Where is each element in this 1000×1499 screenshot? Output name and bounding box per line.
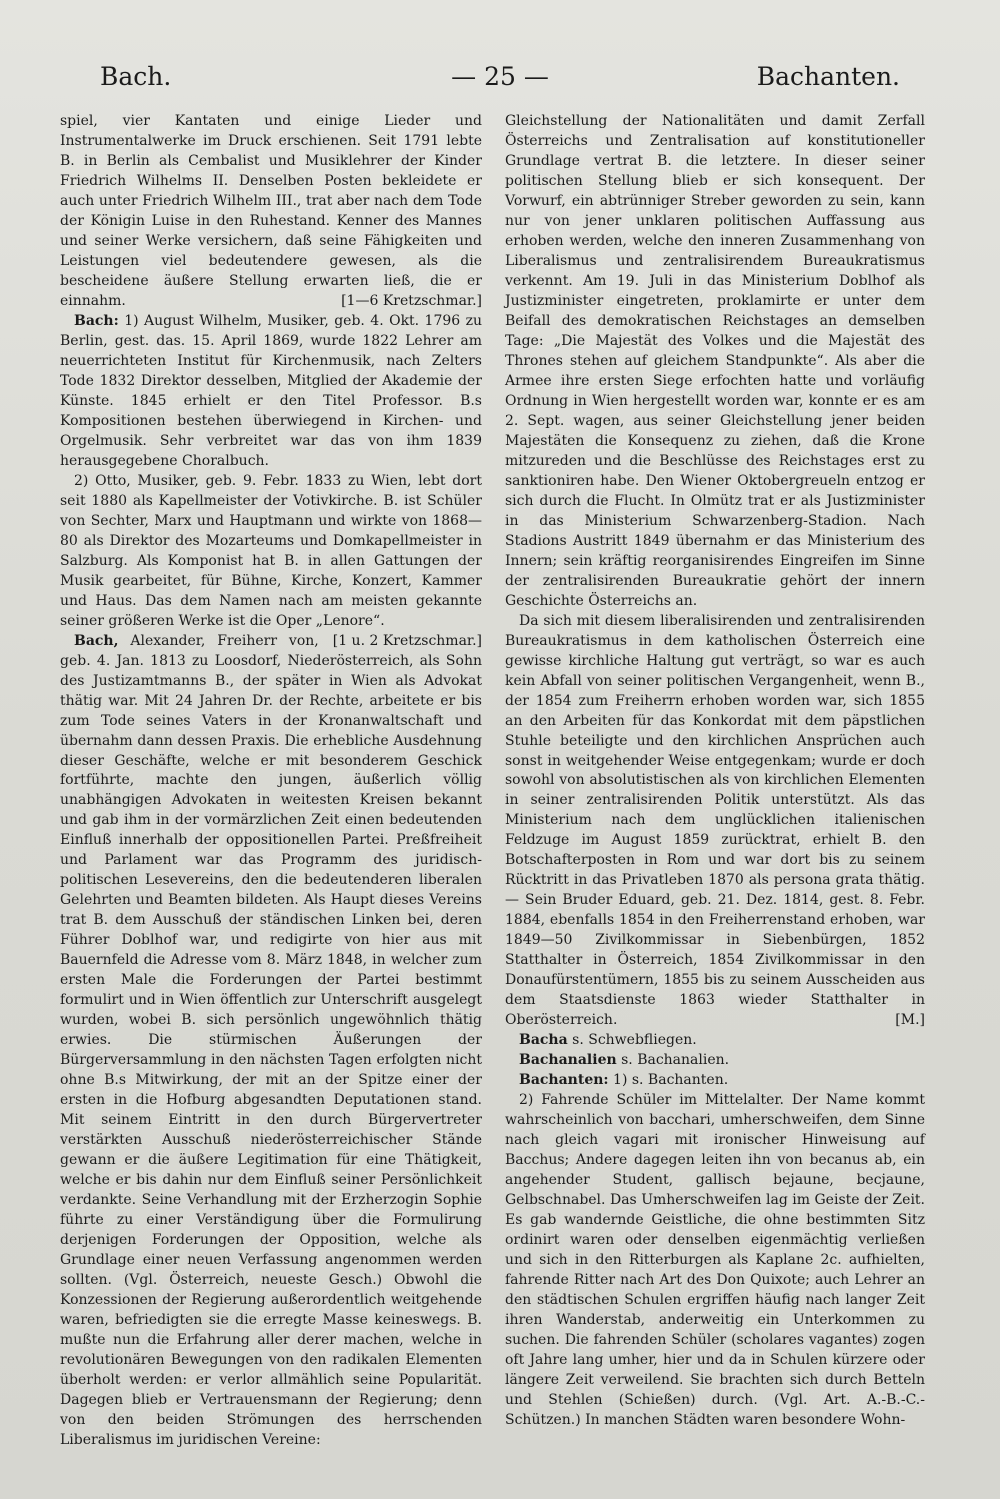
header-left-keyword: Bach. <box>100 62 172 91</box>
header-right-keyword: Bachanten. <box>756 62 900 91</box>
author-signature: [M.] <box>895 1012 925 1029</box>
author-signature: [1 u. 2 Kretzschmar.] <box>332 632 482 649</box>
entry-paragraph: Bacha s. Schwebfliegen. <box>519 1032 697 1049</box>
entry-paragraph: 2) Fahrende Schüler im Mittelalter. Der Name kommt wahrscheinlich von bacchari, umherschweifen, dem Sinne nach gleich vagari mit ironischer Hinweisung auf Bacchus; Andere dagegen leiten ihn von becanus ab, ein angehender Student, gallisch bejaune, becjaune, Gelbschnabel. Das Umherschweifen lag im Geiste der Zeit. Es gab wandernde Geistliche, die ohne bestimmten Sitz ordinirt waren oder denselben eigenmächtig verließen und sich in den Ritterburgen als Kaplane 2c. aufhielten, fahrende Ritter nach Art des Don Quixote; auch Lehrer an den städtischen Schulen ergriffen häufig nach langer Zeit ihren Wanderstab, anderweitig ein Unterkommen zu suchen. Die fahrenden Schüler (scholares vagantes) zogen oft Jahre lang umher, hier und da in Schulen kürzere oder längere Zeit verweilend. Sie brachten sich durch Betteln und Stehlen (Schießen) durch. (Vgl. Art. A.-B.-C.-Schützen.) In manchen Städten waren besondere Wohn- <box>505 1092 925 1428</box>
entry-headword: Bach, <box>74 632 119 649</box>
entry-headword: Bach: <box>74 312 119 329</box>
entry-paragraph: Gleichstellung der Nationalitäten und damit Zerfall Österreichs und Zentralisation auf konstitutioneller Grundlage vertrat B. die letztere. In dieser seiner politischen Stellung blieb er sich konsequent. Der Vorwurf, ein abtrünniger Streber geworden zu sein, kann nur von jener unklaren politischen Auffassung aus erhoben werden, welche den inneren Zusammenhang von Liberalismus und zentralisirendem Bureaukratismus verkennt. Am 19. Juli in das Ministerium Doblhof als Justizminister eingetreten, proklamirte er unter dem Beifall des demokratischen Reichstages an demselben Tage: „Die Majestät des Volkes und die Majestät des Thrones stehen auf gleichem Standpunkte“. Als aber die Armee ihre ersten Siege erfochten hatte und vorläufig Ordnung in Wien hergestellt worden war, konnte er es am 2. Sept. wagen, aus seiner Gleichstellung jener beiden Majestäten die Konsequenz zu ziehen, daß die Krone mitzureden und die Beschlüsse des Reichstages erst zu sanktioniren habe. Den Wiener Oktobergreueln entzog er sich durch die Flucht. In Olmütz trat er als Justizminister in das Ministerium Schwarzenberg-Stadion. Nach Stadions Austritt 1849 übernahm er das Ministerium des Innern; sein kräftig reorganisirendes Eingreifen im Sinne der zentralisirenden Bureaukratie gehört der innern Geschichte Österreichs an. <box>505 113 925 609</box>
entry-paragraph: Bach, Alexander, Freiherr von, geb. 4. Jan. 1813 zu Loosdorf, Niederösterreich, als Sohn des Justizamtmanns B., der später in Wien als Advokat thätig war. Mit 24 Jahren Dr. der Rechte, arbeitete er bis zum Tode seines Vaters in der Kronanwaltschaft und übernahm dann dessen Praxis. Die erhebliche Ausdehnung dieser Geschäfte, welche er mit besonderem Geschick fortführte, machte den jungen, äußerlich völlig unabhängigen Advokaten in weitesten Kreisen bekannt und gab ihm in der vormärzlichen Zeit einen bedeutenden Einfluß innerhalb der oppositionellen Partei. Preßfreiheit und Parlament war das Programm des juridisch-politischen Lesevereins, den die bedeutenderen liberalen Gelehrten und Beamten bildeten. Als Haupt dieses Vereins trat B. dem Ausschuß der ständischen Linken bei, deren Führer Doblhof war, und redigirte von hier aus mit Bauernfeld die Adresse vom 8. März 1848, in welcher zum ersten Male die Forderungen der Partei bestimmt formulirt und in Wien öffentlich zur Unterschrift ausgelegt wurden, wobei B. sich persönlich ungewöhnlich thätig erwies. Die stürmischen Äußerungen der Bürgerversammlung in den nächsten Tagen erfolgten nicht ohne B.s Mitwirkung, der mit an der Spitze einer der ersten in die Hofburg abgesandten Deputationen stand. Mit seinem Eintritt in den durch Bürgervertreter verstärkten Ausschuß niederösterreichischer Stände gewann er die äußere Legitimation für eine Thätigkeit, welche er bis dahin nur dem Einfluß seiner Persönlichkeit verdankte. Seine Verhandlung mit der Erzherzogin Sophie führte zu einer Verständigung über die Formulirung derjenigen Forderungen der Opposition, welche als Grundlage einer neuen Verfassung angenommen werden sollten. (Vgl. Österreich, neueste Gesch.) Obwohl die Konzessionen der Regierung außerordentlich weitgehende waren, befriedigten sie die erregte Masse keineswegs. B. mußte nun die Erfahrung aller derer machen, welche in revolutionären Bewegungen von den radikalen Elementen überholt werden: er verlor allmählich seine Popularität. Dagegen blieb er Vertrauensmann der Regierung; denn von den beiden Strömungen des herrschenden Liberalismus im juridischen Vereine: <box>60 632 482 1448</box>
entry-headword: Bachanten: <box>519 1072 609 1089</box>
right-column <box>505 112 925 1431</box>
page-header <box>60 62 940 102</box>
left-column <box>60 112 482 1451</box>
entry-paragraph: 2) Otto, Musiker, geb. 9. Febr. 1833 zu Wien, lebt dort seit 1880 als Kapellmeister der Votivkirche. B. ist Schüler von Sechter, Marx und Hauptmann und wirkte von 1868—80 als Direktor des Mozarteums und Domkapellmeister in Salzburg. Als Komponist hat B. in allen Gattungen der Musik gearbeitet, für Bühne, Kirche, Konzert, Kammer und Haus. Das dem Namen nach am meisten gekannte seiner größeren Werke ist die Oper „Lenore“. [1 u. 2 Kretzschmar.] <box>60 472 482 632</box>
entry-paragraph: Bach: 1) August Wilhelm, Musiker, geb. 4. Okt. 1796 zu Berlin, gest. das. 15. April 1869, wurde 1822 Lehrer am neuerrichteten Institut für Kirchenmusik, nach Zelters Tode 1832 Direktor desselben, Mitglied der Akademie der Künste. 1845 erhielt er den Titel Professor. B.s Kompositionen bestehen überwiegend in Kirchen- und Orgelmusik. Sehr verbreitet war das von ihm 1839 herausgegebene Choralbuch. <box>60 312 483 469</box>
entry-headword: Bachanalien <box>519 1052 617 1069</box>
entry-paragraph: Da sich mit diesem liberalisirenden und zentralisirenden Bureaukratismus in dem katholischen Österreich eine gewisse kirchliche Haltung gut verträgt, so war es auch kein Abfall von seiner politischen Vergangenheit, wenn B., der 1854 zum Freiherrn erhoben worden war, sich 1855 an den Arbeiten für das Konkordat mit dem päpstlichen Stuhle beteiligte und den kirchlichen Ansprüchen auch sonst in weitgehender Weise entgegenkam; wurde er doch sowohl von absolutistischen als von kirchlichen Elementen in seiner zentralisirenden Politik unterstützt. Als das Ministerium nach dem unglücklichen italienischen Feldzuge im August 1859 zurücktrat, erhielt B. den Botschafterposten in Rom und war dort bis zu seinem Rücktritt in das Privatleben 1870 als persona grata thätig. — Sein Bruder Eduard, geb. 21. Dez. 1814, gest. 8. Febr. 1884, ebenfalls 1854 in den Freiherrenstand erhoben, war 1849—50 Zivilkommissar in Siebenbürgen, 1852 Statthalter in Österreich, 1854 Zivilkommissar in den Donaufürstentümern, 1855 bis zu seinem Ausscheiden aus dem Staatsdienste 1863 wieder Statthalter in Oberösterreich. [M.] <box>505 612 925 1032</box>
entry-paragraph: Bachanten: 1) s. Bachanten. <box>519 1072 729 1089</box>
page-number: — 25 — <box>451 62 549 91</box>
entry-paragraph: spiel, vier Kantaten und einige Lieder und Instrumentalwerke im Druck erschienen. Seit 1791 lebte B. in Berlin als Cembalist und Musiklehrer der Kinder Friedrich Wilhelms II. Denselben Posten bekleidete er auch unter Friedrich Wilhelm III., trat aber nach dem Tode der Königin Luise in den Ruhestand. Kenner des Mannes und seiner Werke versichern, daß seine Fähigkeiten und Leistungen viel bedeutendere gewesen, als die bescheidene äußere Stellung erwarten ließ, die er einnahm. [1—6 Kretzschmar.] <box>60 112 482 312</box>
entry-paragraph: Bachanalien s. Bachanalien. <box>519 1052 730 1069</box>
entry-headword: Bacha <box>519 1032 568 1049</box>
author-signature: [1—6 Kretzschmar.] <box>341 292 482 309</box>
